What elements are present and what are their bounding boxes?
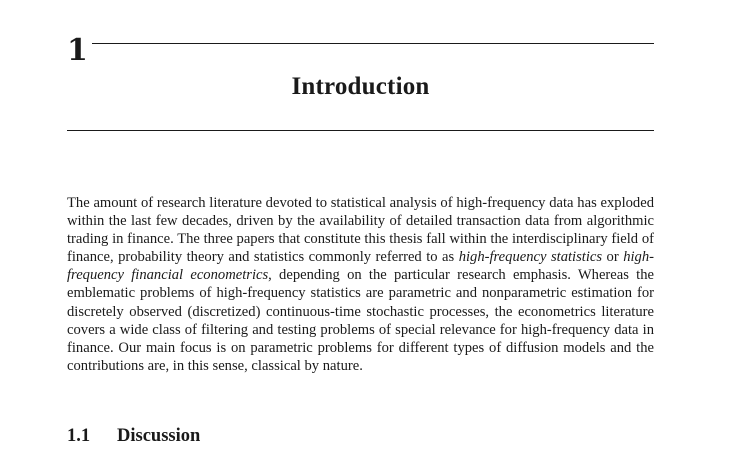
chapter-bottom-rule [67, 130, 654, 131]
emphasis-high-frequency-statistics: high-frequency statistics [458, 249, 603, 266]
emphasis-high-frequency-financial-econometrics: high-frequency financial econometrics [67, 249, 654, 284]
chapter-title: Introduction [291, 73, 430, 100]
paragraph-text-part-3: , depending on the particular research emphasis. Whereas the emblematic problems of high-frequency statistics are parametric and nonparametric estimation for discretely observed (discretized) continuous-time stochastic processes, the econometrics literature covers a wide class of filtering and testing problems of special relevance for high-frequency data in finance. Our main focus is on parametric problems for different types of diffusion models and the contributions are, in this sense, classical by nature. [67, 267, 654, 374]
paragraph-text-part-2: or [602, 249, 624, 266]
chapter-number: 1 [67, 33, 88, 68]
paragraph-text-part-1: The amount of research literature devoted to statistical analysis of high-frequency data has exploded within the last few decades, driven by the availability of detailed transaction data from algorithmic trading in finance. The three papers that constitute this thesis fall within the interdisciplinary field of finance, probability theory and statistics commonly referred to as [67, 195, 654, 266]
section-number: 1.1 [67, 426, 91, 446]
section-title: Discussion [117, 426, 201, 446]
section-heading [67, 424, 200, 448]
chapter-top-rule [92, 43, 654, 44]
intro-paragraph [67, 194, 654, 375]
